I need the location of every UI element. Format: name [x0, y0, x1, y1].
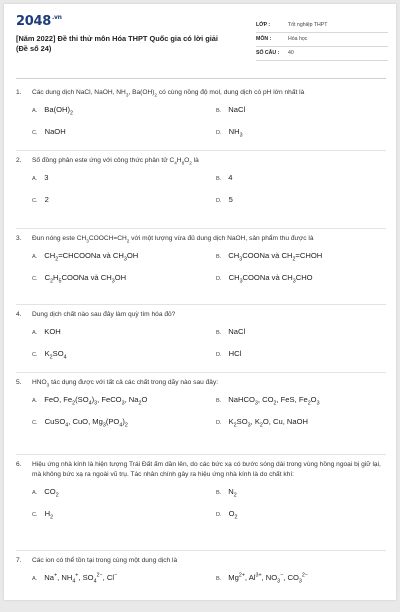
question-divider — [16, 304, 386, 305]
answer-option-a[interactable] — [32, 326, 202, 339]
answer-option-b[interactable] — [216, 172, 386, 185]
exam-meta — [256, 19, 388, 61]
answer-options — [16, 172, 386, 212]
question-number: 5. — [16, 379, 22, 386]
question-divider — [16, 228, 386, 229]
option-letter: A. — [32, 398, 38, 404]
option-text: NaHCO$_3$, $CO_2$, FeS, $Fe_2O_3$ — [228, 395, 320, 407]
option-letter: D. — [216, 352, 222, 358]
answer-option-a[interactable] — [32, 250, 202, 263]
question-2 — [16, 156, 386, 212]
option-text: NaOH — [44, 127, 66, 136]
option-letter: C. — [32, 352, 38, 358]
header-divider — [16, 78, 386, 79]
option-letter: D. — [216, 198, 222, 204]
option-letter: B. — [216, 576, 222, 582]
answer-option-c[interactable] — [32, 126, 202, 139]
option-letter: B. — [216, 108, 222, 114]
mon-value: Hóa học — [288, 36, 308, 42]
question-divider — [16, 454, 386, 455]
answer-option-d[interactable] — [216, 508, 386, 521]
answer-option-b[interactable] — [216, 104, 386, 117]
answer-options — [16, 486, 386, 526]
option-text: $CH_2=CHCOONa$ và $CH_3OH$ — [44, 251, 139, 263]
option-text: $K_2SO_4$ — [44, 349, 67, 361]
question-text — [16, 378, 386, 388]
option-letter: A. — [32, 490, 38, 496]
option-text: $Ba(OH)_2$ — [44, 105, 74, 117]
answer-options — [16, 572, 386, 612]
answer-option-d[interactable] — [216, 272, 386, 285]
logo-suffix: .vn — [51, 14, 62, 21]
option-text: $CO_2$ — [44, 487, 59, 499]
answer-option-b[interactable] — [216, 250, 386, 263]
option-text: 3 — [44, 173, 49, 182]
answer-option-c[interactable] — [32, 508, 202, 521]
lop-value: Tốt nghiệp THPT — [288, 22, 328, 28]
answer-option-c[interactable] — [32, 272, 202, 285]
answer-option-d[interactable] — [216, 194, 386, 207]
question-number: 7. — [16, 557, 22, 564]
answer-option-b[interactable] — [216, 326, 386, 339]
option-letter: B. — [216, 398, 222, 404]
option-text: $K_2SO_3$, $K_2O$, Cu, NaOH — [228, 417, 309, 429]
question-text — [16, 556, 386, 566]
answer-option-c[interactable] — [32, 348, 202, 361]
lop-label: LỚP : — [256, 22, 271, 28]
option-text: Na+, $NH_4^+$, $SO_4^{2-}$, Cl− — [44, 572, 118, 585]
option-letter: C. — [32, 276, 38, 282]
option-text: KOH — [44, 327, 61, 336]
question-3 — [16, 234, 386, 290]
option-letter: B. — [216, 490, 222, 496]
question-body: Các ion có thể tồn tại trong cùng một dung dịch là — [32, 557, 178, 564]
option-letter: B. — [216, 330, 222, 336]
question-body: $HNO_3$ tác dụng được với tất cả các chất trong dãy nào sau đây: — [32, 379, 219, 388]
option-text: $NH_3$ — [228, 127, 243, 139]
option-letter: C. — [32, 512, 38, 518]
question-divider — [16, 550, 386, 551]
answer-option-d[interactable] — [216, 416, 386, 429]
question-6 — [16, 460, 386, 526]
option-text: HCl — [228, 349, 242, 358]
option-text: $C_2H_5COONa$ và $CH_3OH$ — [44, 273, 127, 285]
option-text: $N_2$ — [228, 487, 237, 499]
question-body: Dung dịch chất nào sau đây làm quỳ tím hóa đỏ? — [32, 311, 176, 318]
question-4 — [16, 310, 386, 366]
socau-label: SỐ CÂU : — [256, 50, 280, 56]
answer-options — [16, 394, 386, 434]
option-letter: D. — [216, 276, 222, 282]
option-letter: B. — [216, 176, 222, 182]
answer-option-d[interactable] — [216, 126, 386, 139]
option-letter: C. — [32, 420, 38, 426]
meta-row-socau — [256, 47, 388, 61]
question-text — [16, 234, 386, 244]
option-letter: A. — [32, 576, 38, 582]
answer-option-c[interactable] — [32, 194, 202, 207]
option-letter: B. — [216, 254, 222, 260]
question-text — [16, 88, 386, 98]
answer-options — [16, 250, 386, 290]
option-letter: C. — [32, 130, 38, 136]
option-letter: D. — [216, 512, 222, 518]
question-body: Đun nóng este $CH_3COOCH=CH_2$ với một lượng vừa đủ dung dịch NaOH, sản phẩm thu được là — [32, 235, 314, 244]
mon-label: MÔN : — [256, 36, 272, 42]
question-body: Hiệu ứng nhà kính là hiện tượng Trái Đất ấm dần lên, do các bức xạ có bước sóng dài trong vùng hồng ngoại bị giữ lại, mà không bức xạ ra ngoài vũ trụ. Tác nhân chính gây ra hiệu ứng nhà kính là do chất khí: — [32, 461, 381, 478]
question-1 — [16, 88, 386, 144]
option-letter: A. — [32, 254, 38, 260]
question-number: 3. — [16, 235, 22, 242]
answer-option-a[interactable] — [32, 172, 202, 185]
answer-option-c[interactable] — [32, 416, 202, 429]
question-text — [16, 310, 386, 320]
option-text: CuSO$_4$, CuO, $Mg_3(PO_4)_2$ — [44, 417, 128, 429]
question-text — [16, 460, 386, 480]
option-letter: A. — [32, 108, 38, 114]
option-text: $O_2$ — [228, 509, 238, 521]
option-text: $CH_3COONa$ và $CH_3CHO$ — [228, 273, 313, 285]
question-number: 1. — [16, 89, 22, 96]
option-text: $Mg^{2+}$, $Al^{3+}$, $NO_3^-$, $CO_3^{2-}$ — [228, 572, 308, 585]
answer-options — [16, 104, 386, 144]
option-text: 2 — [44, 195, 49, 204]
socau-value: 40 — [288, 50, 294, 56]
answer-option-a[interactable] — [32, 486, 202, 499]
question-7 — [16, 556, 386, 612]
answer-option-a[interactable] — [32, 572, 202, 585]
answer-option-b[interactable] — [216, 486, 386, 499]
option-text: 4 — [228, 173, 233, 182]
question-number: 6. — [16, 461, 22, 468]
option-letter: C. — [32, 198, 38, 204]
answer-options — [16, 326, 386, 366]
answer-option-b[interactable] — [216, 394, 386, 407]
option-text: FeO, $Fe_2(SO_4)_3$, FeCO$_3$, $Na_2O$ — [44, 395, 148, 407]
answer-option-b[interactable] — [216, 572, 386, 585]
option-text: $H_2$ — [44, 509, 54, 521]
question-divider — [16, 150, 386, 151]
meta-row-lop — [256, 19, 388, 33]
question-5 — [16, 378, 386, 434]
exam-page — [4, 4, 396, 600]
option-letter: A. — [32, 176, 38, 182]
option-text: 5 — [228, 195, 233, 204]
option-text: $CH_3COONa$ và $CH_2=CHOH$ — [228, 251, 323, 263]
question-number: 4. — [16, 311, 22, 318]
question-body: Số đồng phân este ứng với công thức phân tử $C_4H_8O_2$ là — [32, 157, 199, 166]
logo-text: 2048 — [16, 14, 51, 29]
question-number: 2. — [16, 157, 22, 164]
question-text — [16, 156, 386, 166]
question-body: Các dung dịch NaCl, NaOH, $NH_3$, $Ba(OH)_2$ có cùng nồng độ mol, dung dịch có pH lớn nhất là — [32, 89, 305, 98]
option-text: NaCl — [228, 327, 246, 336]
option-letter: D. — [216, 130, 222, 136]
meta-row-mon — [256, 33, 388, 47]
answer-option-a[interactable] — [32, 394, 202, 407]
question-divider — [16, 372, 386, 373]
option-letter: A. — [32, 330, 38, 336]
exam-title: [Năm 2022] Đề thi thử môn Hóa THPT Quốc gia có lời giải (Đề số 24) — [16, 34, 218, 53]
answer-option-d[interactable] — [216, 348, 386, 361]
answer-option-a[interactable] — [32, 104, 202, 117]
option-text: NaCl — [228, 105, 246, 114]
option-letter: D. — [216, 420, 222, 426]
exam-header — [16, 14, 386, 74]
